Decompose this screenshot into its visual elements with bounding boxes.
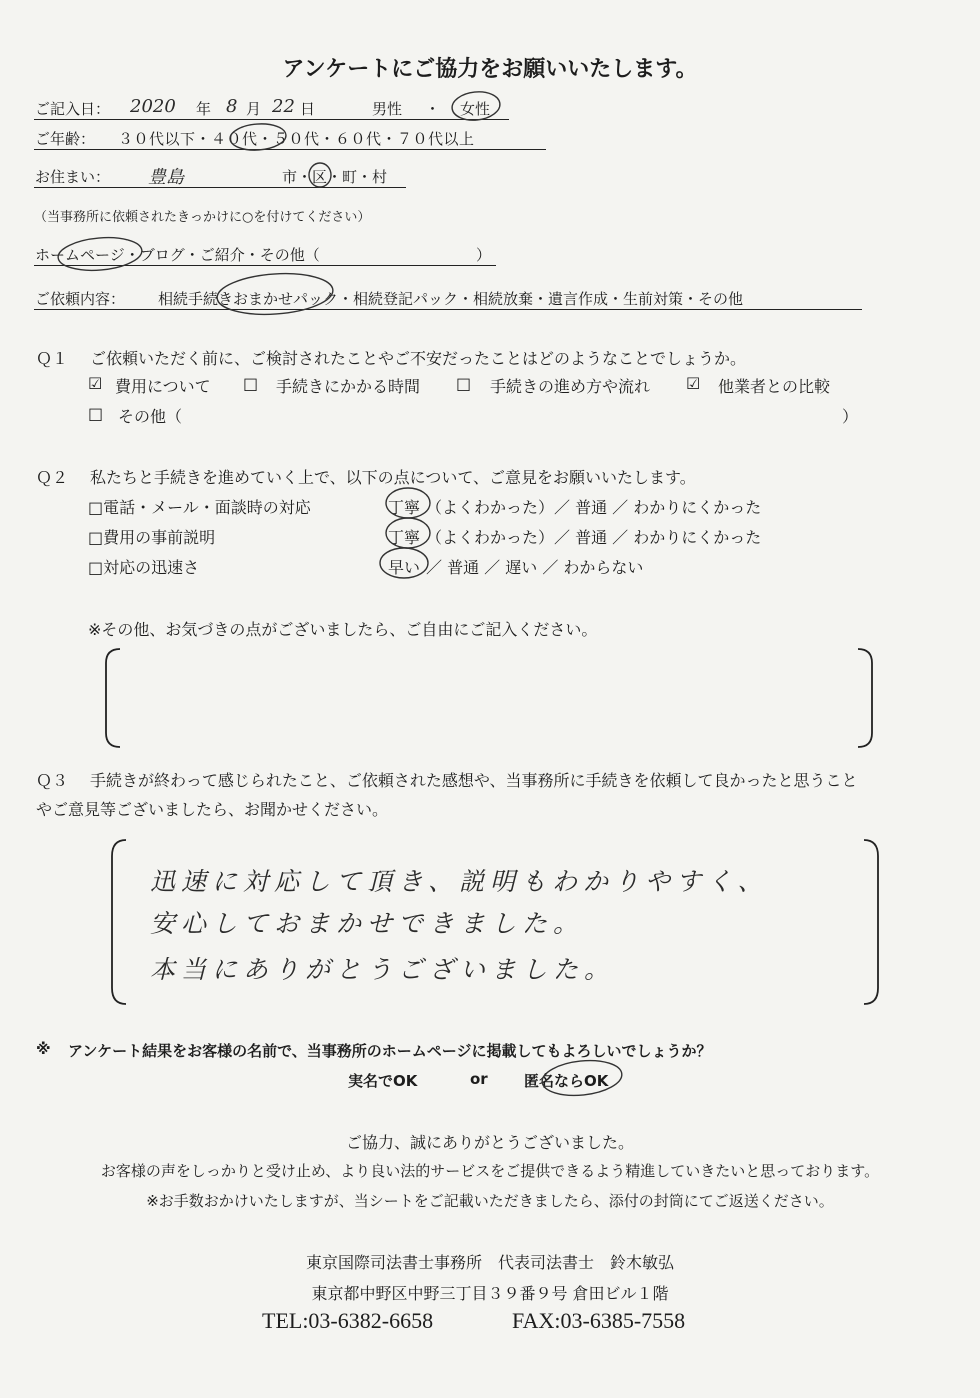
q1-opt1-checkbox: ☑: [88, 374, 103, 393]
q2-row2-label: □費用の事前説明: [88, 528, 216, 547]
gender-separator: ・: [425, 100, 441, 118]
footer-address: 東京都中野区中野三丁目３９番９号 倉田ビル１階: [311, 1284, 669, 1303]
q2-note: ※その他、お気づきの点がございましたら、ご自由にご記入ください。: [88, 620, 598, 639]
date-year-unit: 年: [196, 100, 212, 118]
footer-fax: FAX:03-6385-7558: [512, 1308, 686, 1333]
q1-question: ご依頼いただく前に、ご検討されたことやご不安だったことはどのようなことでしょうか。: [90, 349, 747, 368]
q3-answer-line2: 安心しておまかせできました。: [150, 909, 585, 938]
q1-opt5-close-paren: ）: [842, 407, 859, 426]
q1-opt3-checkbox: □: [456, 374, 472, 393]
q1-opt4-label: 他業者との比較: [718, 377, 831, 396]
date-month: 8: [226, 96, 238, 117]
q1-opt3-label: 手続きの進め方や流れ: [490, 377, 651, 396]
q3-question-line1: 手続きが終わって感じられたこと、ご依頼された感想や、当事務所に手続きを依頼して良かったと思うこと: [90, 771, 858, 790]
q1-opt2-label: 手続きにかかる時間: [276, 377, 421, 396]
publish-mark: ※: [36, 1040, 51, 1058]
q1-opt2-checkbox: □: [243, 374, 259, 393]
q2-row1-label: □電話・メール・面談時の対応: [88, 498, 311, 517]
q2-number: Ｑ２: [36, 468, 69, 487]
q1-opt5-checkbox: □: [88, 404, 104, 423]
date-month-unit: 月: [246, 100, 262, 118]
trigger-note: （当事務所に依頼されたきっかけに○を付けてください）: [34, 210, 371, 225]
trigger-close-paren: ）: [476, 246, 492, 264]
q3-answer-line1: 迅速に対応して頂き、説明もわかりやすく、: [150, 867, 769, 896]
age-options: ３０代以下・４０代・５０代・６０代・７０代以上: [118, 130, 475, 148]
q2-row1-choices: （よくわかった）／ 普通 ／ わかりにくかった: [426, 498, 762, 517]
q2-row1-choice-a: 丁寧: [388, 498, 421, 517]
date-label: ご記入日：: [35, 100, 111, 118]
footer-office: 東京国際司法書士事務所 代表司法書士 鈴木敏弘: [305, 1253, 674, 1272]
q3-answer-line3: 本当にありがとうございました。: [150, 955, 616, 984]
page-title: アンケートにご協力をお願いいたします。: [282, 57, 698, 82]
publish-question: アンケート結果をお客様の名前で、当事務所のホームページに掲載してもよろしいでしょうか？: [68, 1042, 712, 1060]
gender-male: 男性: [372, 100, 403, 118]
q2-comment-box: [98, 645, 880, 753]
residence-value: 豊島: [148, 167, 184, 188]
q1-opt5-label: その他（: [118, 407, 183, 426]
request-options: 相続手続きおまかせパック・相続登記パック・相続放棄・遺言作成・生前対策・その他: [158, 290, 744, 308]
trigger-options: ホームページ・ブログ・ご紹介・その他（: [35, 246, 320, 264]
publish-option-real: 実名でOK: [348, 1072, 418, 1090]
date-year: 2020: [130, 96, 176, 117]
q2-question: 私たちと手続きを進めていく上で、以下の点について、ご意見をお願いいたします。: [90, 468, 696, 487]
closing-thanks: ご協力、誠にありがとうございました。: [345, 1133, 634, 1152]
request-label: ご依頼内容：: [35, 290, 126, 308]
footer-tel: TEL:03-6382-6658: [262, 1308, 434, 1333]
q3-number: Ｑ３: [36, 771, 69, 790]
residence-label: お住まい：: [35, 168, 111, 186]
q2-row2-choice-a: 丁寧: [388, 528, 421, 547]
date-day: 22: [272, 96, 295, 117]
q3-question-line2: やご意見等ございましたら、お聞かせください。: [36, 800, 389, 819]
q2-row3-label: □対応の迅速さ: [88, 558, 200, 577]
q1-number: Ｑ１: [36, 349, 69, 368]
q2-row2-choices: （よくわかった）／ 普通 ／ わかりにくかった: [426, 528, 762, 547]
age-label: ご年齢：: [35, 130, 96, 148]
gender-female: 女性: [460, 100, 491, 118]
q2-row3-choices: ／ 普通 ／ 遅い ／ わからない: [426, 558, 644, 577]
residence-units: 市・区・町・村: [282, 168, 388, 186]
closing-line2: お客様の声をしっかりと受け止め、より良い法的サービスをご提供できるよう精進していきたいと思っております。: [100, 1162, 880, 1180]
q1-opt1-label: 費用について: [115, 377, 211, 396]
publish-or: or: [470, 1070, 488, 1088]
q1-opt4-checkbox: ☑: [686, 374, 701, 393]
closing-line3: ※お手数おかけいたしますが、当シートをご記載いただきましたら、添付の封筒にてご返送ください。: [146, 1192, 834, 1210]
publish-option-anon: 匿名ならOK: [524, 1072, 609, 1090]
q2-row3-choice-a: 早い: [388, 558, 421, 577]
date-day-unit: 日: [300, 100, 316, 118]
